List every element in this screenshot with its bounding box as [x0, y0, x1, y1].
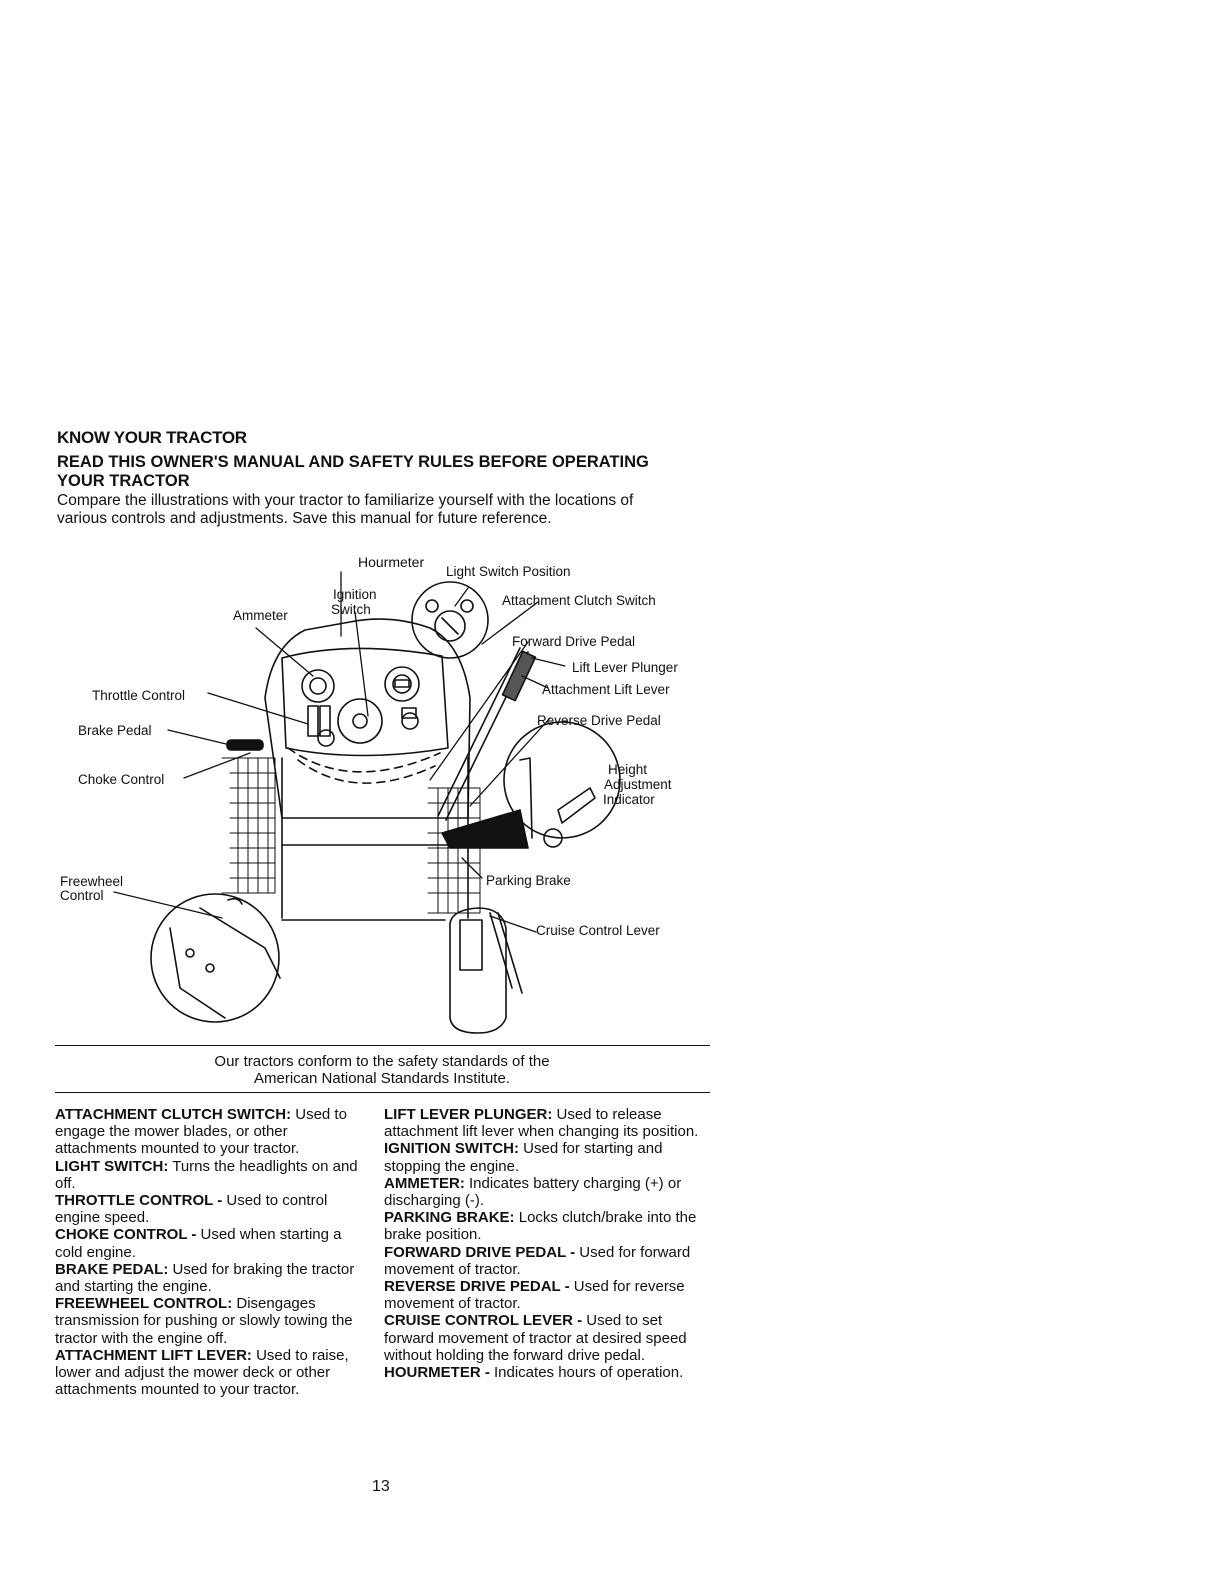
definition-entry	[55, 1106, 367, 1158]
label-reverse-drive-pedal: Reverse Drive Pedal	[537, 713, 661, 728]
definition-text: Turns the headlights on and off.	[55, 1157, 358, 1192]
label-forward-drive-pedal: Forward Drive Pedal	[512, 634, 636, 649]
label-ignition-line-1: Ignition	[333, 587, 377, 602]
definition-term: ATTACHMENT LIFT LEVER:	[55, 1346, 252, 1364]
label-ignition-line-2: Switch	[331, 602, 371, 617]
definition-entry	[384, 1209, 716, 1243]
freewheel-inset	[151, 894, 279, 1022]
definition-entry	[384, 1140, 716, 1174]
conformance-line-1: Our tractors conform to the safety standards of the	[214, 1053, 550, 1070]
divider-top	[55, 1045, 710, 1046]
forward-drive-pedal-shape	[442, 810, 528, 848]
brake-pedal-shape	[227, 740, 263, 750]
definition-entry	[384, 1106, 716, 1140]
ammeter-gauge	[302, 670, 334, 702]
section-title: KNOW YOUR TRACTOR	[57, 428, 247, 447]
definition-term: FREEWHEEL CONTROL:	[55, 1295, 233, 1313]
conformance-line-2: American National Standards Institute.	[254, 1070, 510, 1087]
definition-entry	[55, 1261, 367, 1295]
label-cruise-control-lever: Cruise Control Lever	[536, 923, 660, 938]
definitions-left-column	[55, 1106, 367, 1398]
definition-term: THROTTLE CONTROL -	[55, 1192, 223, 1210]
definition-term: AMMETER:	[384, 1174, 465, 1192]
hourmeter-window	[395, 680, 409, 687]
section-warning	[57, 453, 737, 491]
label-height-line-3: Indicator	[603, 792, 655, 807]
label-light-switch-position: Light Switch Position	[446, 564, 571, 579]
definition-term: CHOKE CONTROL -	[55, 1226, 197, 1244]
definition-term: REVERSE DRIVE PEDAL -	[384, 1278, 570, 1296]
definition-text: Used when starting a cold engine.	[55, 1226, 342, 1261]
label-throttle-control: Throttle Control	[92, 688, 186, 703]
right-grille	[428, 788, 480, 913]
definition-text: Used for forward movement of tractor.	[384, 1243, 691, 1278]
label-attachment-lift-lever: Attachment Lift Lever	[542, 682, 670, 697]
definition-entry	[384, 1312, 716, 1364]
definition-text: Indicates hours of operation.	[489, 1364, 684, 1382]
label-freewheel-line-2: Control	[60, 888, 104, 903]
divider-bottom	[55, 1092, 710, 1093]
definition-text: Locks clutch/brake into the brake position.	[384, 1209, 697, 1244]
definition-entry	[55, 1347, 367, 1399]
warning-line-1: READ THIS OWNER'S MANUAL AND SAFETY RULES BEFORE OPERATING	[57, 453, 649, 471]
intro-line-2: various controls and adjustments. Save this manual for future reference.	[57, 510, 552, 527]
definition-term: PARKING BRAKE:	[384, 1209, 515, 1227]
lift-lever	[438, 648, 520, 816]
definition-term: IGNITION SWITCH:	[384, 1140, 519, 1158]
label-choke-control: Choke Control	[78, 772, 165, 787]
definition-term: FORWARD DRIVE PEDAL -	[384, 1243, 576, 1261]
tractor-controls-diagram	[50, 548, 750, 1038]
definition-text: Used to release attachment lift lever when changing its position.	[384, 1106, 699, 1141]
label-parking-brake: Parking Brake	[486, 873, 571, 888]
definition-entry	[384, 1175, 716, 1209]
definition-term: HOURMETER -	[384, 1364, 490, 1382]
definitions-right-column	[384, 1106, 716, 1381]
dash-panel	[282, 648, 448, 755]
definition-text: Used to set forward movement of tractor at desired speed without holding the forward drive pedal.	[384, 1312, 687, 1364]
ansi-conformance-note	[57, 1053, 707, 1087]
warning-line-2: YOUR TRACTOR	[57, 472, 190, 490]
definition-text: Used for reverse movement of tractor.	[384, 1278, 685, 1313]
page-number: 13	[372, 1478, 390, 1495]
label-ammeter: Ammeter	[233, 608, 288, 623]
definition-entry	[55, 1158, 367, 1192]
definition-term: LIFT LEVER PLUNGER:	[384, 1106, 553, 1123]
intro-line-1: Compare the illustrations with your tractor to familiarize yourself with the locations of	[57, 492, 634, 509]
hourmeter-gauge	[385, 667, 419, 701]
definition-term: ATTACHMENT CLUTCH SWITCH:	[55, 1106, 292, 1123]
definition-term: CRUISE CONTROL LEVER -	[384, 1312, 583, 1330]
definition-term: BRAKE PEDAL:	[55, 1260, 169, 1278]
left-grille	[222, 758, 275, 893]
label-hourmeter: Hourmeter	[358, 554, 425, 570]
intro-paragraph	[57, 492, 737, 528]
definition-text: Disengages transmission for pushing or slowly towing the tractor with the engine off.	[55, 1295, 353, 1347]
label-height-line-2: Adjustment	[604, 777, 672, 792]
definition-entry	[55, 1192, 367, 1226]
definition-text: Used to control engine speed.	[55, 1192, 328, 1227]
definition-term: LIGHT SWITCH:	[55, 1157, 169, 1175]
definition-text: Used for braking the tractor and starting the engine.	[55, 1260, 355, 1296]
definition-entry	[384, 1278, 716, 1312]
definition-entry	[55, 1295, 367, 1347]
definition-text: Used for starting and stopping the engine.	[384, 1140, 663, 1175]
label-height-line-1: Height	[608, 762, 648, 777]
definition-text: Used to raise, lower and adjust the mower deck or other attachments mounted to your tractor.	[55, 1346, 349, 1399]
ignition-switch	[338, 699, 382, 743]
definition-text: Indicates battery charging (+) or discharging (-).	[384, 1174, 682, 1210]
definition-entry	[55, 1226, 367, 1260]
definition-entry	[384, 1364, 716, 1381]
label-lift-lever-plunger: Lift Lever Plunger	[572, 660, 678, 675]
label-freewheel-line-1: Freewheel	[60, 874, 124, 889]
label-attachment-clutch-switch: Attachment Clutch Switch	[502, 593, 656, 608]
definition-entry	[384, 1244, 716, 1278]
lift-lever-grip	[503, 651, 536, 700]
definition-text: Used to engage the mower blades, or other attachments mounted to your tractor.	[55, 1106, 347, 1158]
light-switch-shape	[412, 582, 488, 658]
label-brake-pedal: Brake Pedal	[78, 723, 152, 738]
